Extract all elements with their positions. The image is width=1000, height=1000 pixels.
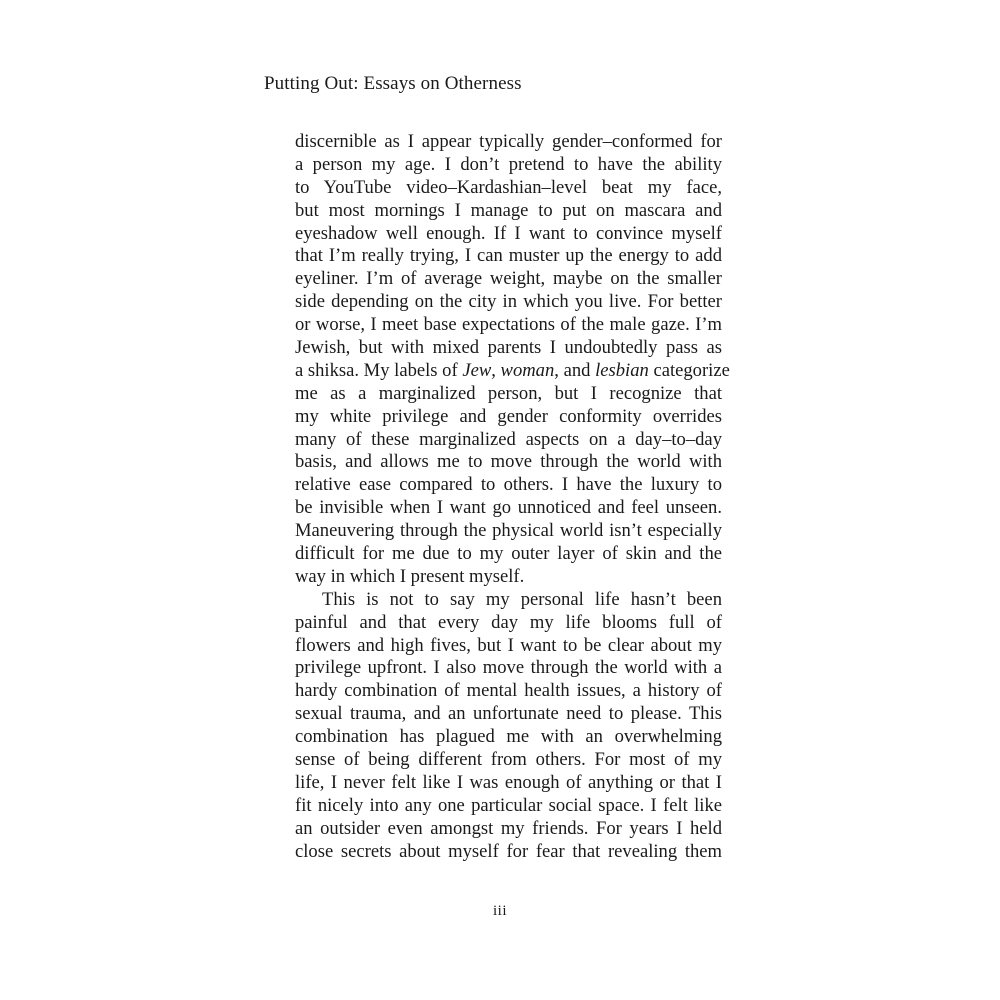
running-header: Putting Out: Essays on Otherness — [264, 73, 522, 94]
text-line-with-italics — [295, 359, 730, 383]
text-line: close secrets about myself for fear that revealing them — [295, 840, 722, 862]
text-line: relative ease compared to others. I have the luxury to — [295, 474, 722, 496]
text-line: Jewish, but with mixed parents I undoubtedly pass as — [295, 337, 722, 359]
text-line: sexual trauma, and an unfortunate need to please. This — [295, 703, 722, 725]
text-line: that I’m really trying, I can muster up the energy to add — [295, 245, 722, 267]
text-segment: a shiksa. My labels of — [295, 359, 463, 381]
text-line: side depending on the city in which you live. For better — [295, 291, 722, 313]
text-line: be invisible when I want go unnoticed and feel unseen. — [295, 497, 722, 519]
text-line: hardy combination of mental health issues, a history of — [295, 680, 722, 702]
text-line: sense of being different from others. For most of my — [295, 749, 722, 771]
italic-word-jew: Jew — [462, 359, 492, 381]
italic-word-woman: woman — [500, 359, 555, 381]
text-line: me as a marginalized person, but I recognize that — [295, 382, 722, 404]
text-line: painful and that every day my life blooms full of — [295, 611, 722, 633]
text-line: many of these marginalized aspects on a day–to–day — [295, 428, 722, 450]
text-line: a person my age. I don’t pretend to have the ability — [295, 153, 722, 175]
text-line: life, I never felt like I was enough of anything or that I — [295, 771, 722, 793]
text-line: basis, and allows me to move through the world with — [295, 451, 722, 473]
text-line: flowers and high fives, but I want to be clear about my — [295, 634, 722, 656]
text-line: an outsider even amongst my friends. For years I held — [295, 817, 722, 839]
text-line: way in which I present myself. — [295, 565, 525, 587]
text-line: fit nicely into any one particular social space. I felt like — [295, 794, 722, 816]
text-line: eyeliner. I’m of average weight, maybe on the smaller — [295, 268, 722, 290]
text-line: Maneuvering through the physical world isn’t especially — [295, 520, 722, 542]
body-text — [295, 131, 730, 864]
text-segment: categorize — [648, 359, 730, 381]
text-line: This is not to say my personal life hasn’t been — [322, 588, 722, 610]
text-line: difficult for me due to my outer layer of skin and the — [295, 543, 722, 565]
text-line: my white privilege and gender conformity overrides — [295, 405, 722, 427]
text-line: discernible as I appear typically gender–conformed for — [295, 131, 722, 152]
text-segment: , — [491, 359, 501, 381]
page-number: iii — [492, 903, 507, 919]
text-line: to YouTube video–Kardashian–level beat my face, — [295, 176, 722, 198]
text-line: or worse, I meet base expectations of the male gaze. I’m — [295, 314, 722, 336]
text-line: eyeshadow well enough. If I want to convince myself — [295, 222, 722, 244]
text-line: but most mornings I manage to put on mascara and — [295, 199, 722, 221]
text-line: privilege upfront. I also move through the world with a — [295, 657, 722, 679]
text-segment: , and — [554, 359, 596, 381]
italic-word-lesbian: lesbian — [595, 359, 649, 381]
text-line: combination has plagued me with an overwhelming — [295, 726, 722, 748]
